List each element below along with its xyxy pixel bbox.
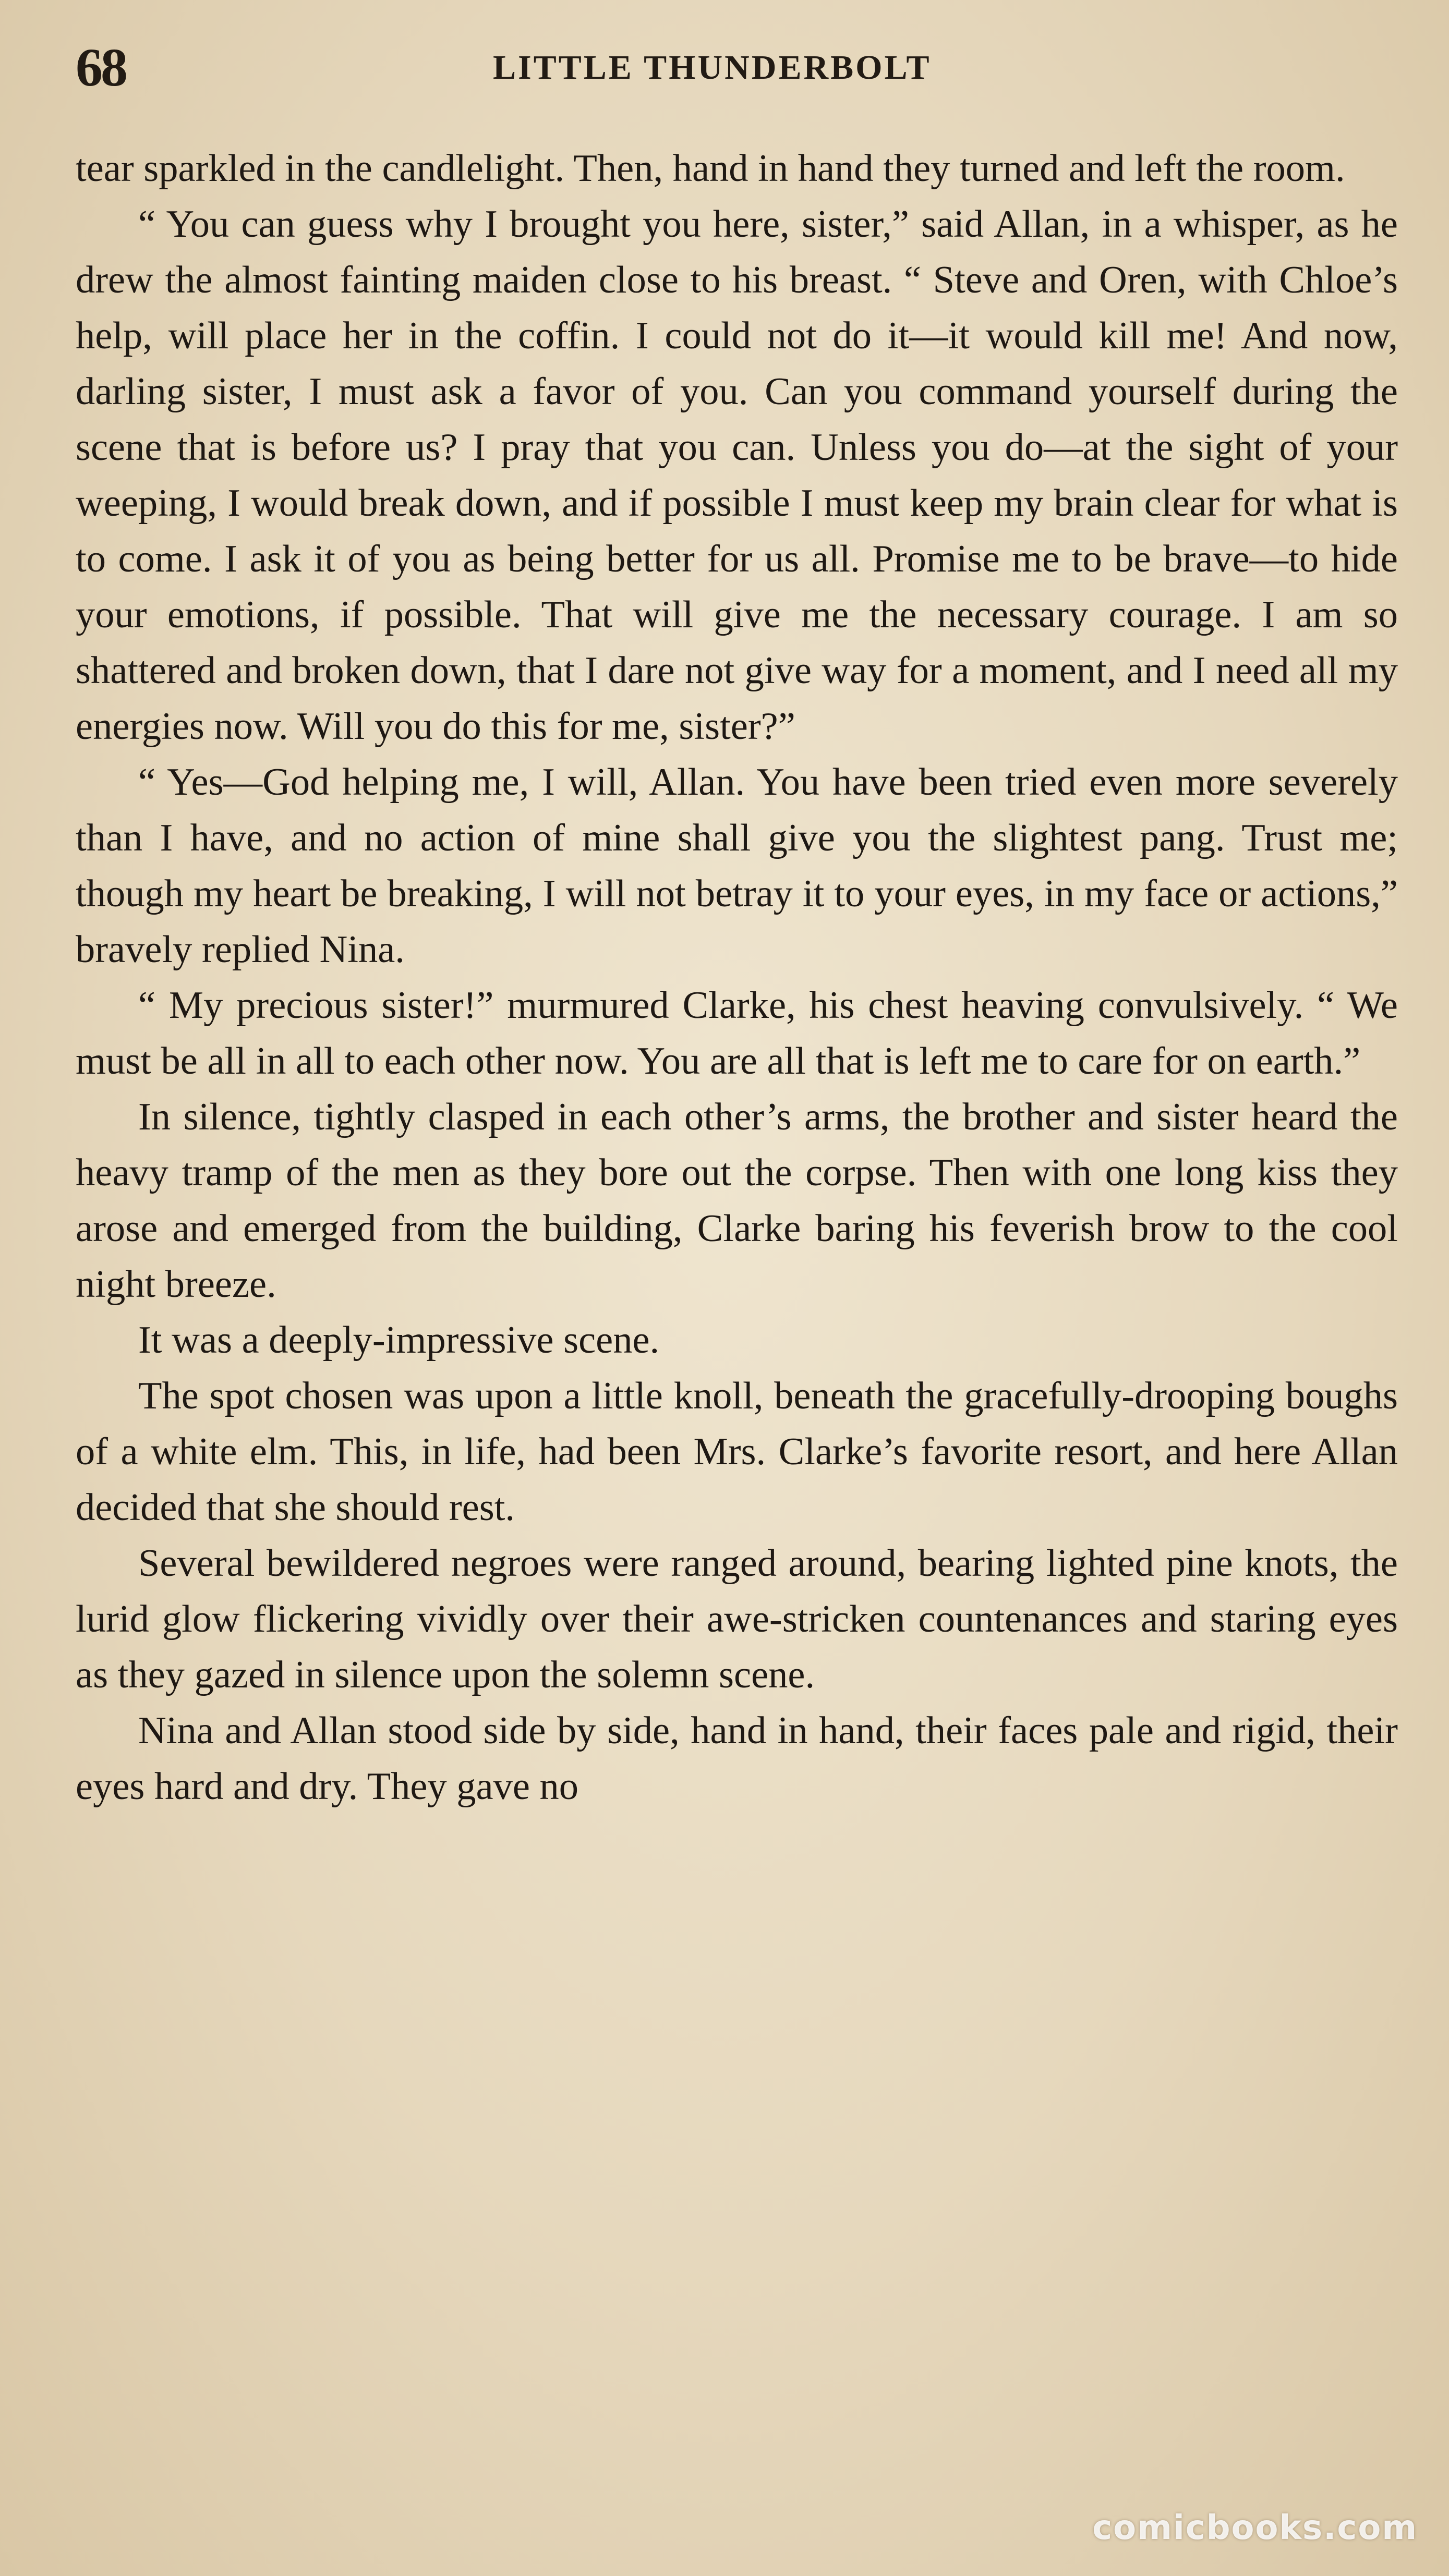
- running-title: LITTLE THUNDERBOLT: [493, 48, 932, 87]
- paragraph: Nina and Allan stood side by side, hand in hand, their faces pale and rigid, their eyes hard and dry. They gave no: [76, 1709, 1398, 1808]
- page-header: [76, 31, 1411, 104]
- paragraph: Several bewildered negroes were ranged around, bearing lighted pine knots, the lurid glow flickering vividly over their awe-stricken countenances and staring eyes as they gazed in silence upon the solemn scene.: [76, 1542, 1398, 1696]
- paragraph: It was a deeply-impressive scene.: [138, 1319, 660, 1362]
- paragraph: tear sparkled in the candlelight. Then, hand in hand they turned and left the room.: [76, 147, 1345, 190]
- paragraph: “ My precious sister!” murmured Clarke, his chest heaving convulsively. “ We must be all in all to each other now. You are all that is left me to care for on earth.”: [76, 984, 1398, 1083]
- watermark: comicbooks.com: [1092, 2509, 1418, 2547]
- paragraph: “ Yes—God helping me, I will, Allan. You have been tried even more severely than I have, and no action of mine shall give you the slightest pang. Trust me; though my heart be breaking, I will not betray it to your eyes, in my face or actions,” bravely replied Nina.: [76, 761, 1398, 971]
- paragraph: The spot chosen was upon a little knoll, beneath the gracefully-drooping boughs of a white elm. This, in life, had been Mrs. Clarke’s favorite resort, and here Allan decided that she should rest.: [76, 1375, 1398, 1529]
- paragraph: “ You can guess why I brought you here, sister,” said Allan, in a whisper, as he drew the almost fainting maiden close to his breast. “ Steve and Oren, with Chloe’s help, will place her in the coffin. I could not do it—it would kill me! And now, darling sister, I must ask a favor of you. Can you command yourself during the scene that is before us? I pray that you can. Unless you do—at the sight of your weeping, I would break down, and if possible I must keep my brain clear for what is to come. I ask it of you as being better for us all. Promise me to be brave—to hide your emotions, if possible. That will give me the necessary courage. I am so shattered and broken down, that I dare not give way for a moment, and I need all my energies now. Will you do this for me, sister?”: [76, 203, 1398, 748]
- paragraph: In silence, tightly clasped in each other’s arms, the brother and sister heard the heavy tramp of the men as they bore out the corpse. Then with one long kiss they arose and emerged from the building, Clarke baring his feverish brow to the cool night breeze.: [76, 1096, 1398, 1306]
- page-number: 68: [76, 38, 126, 98]
- body-text: [76, 141, 1398, 1815]
